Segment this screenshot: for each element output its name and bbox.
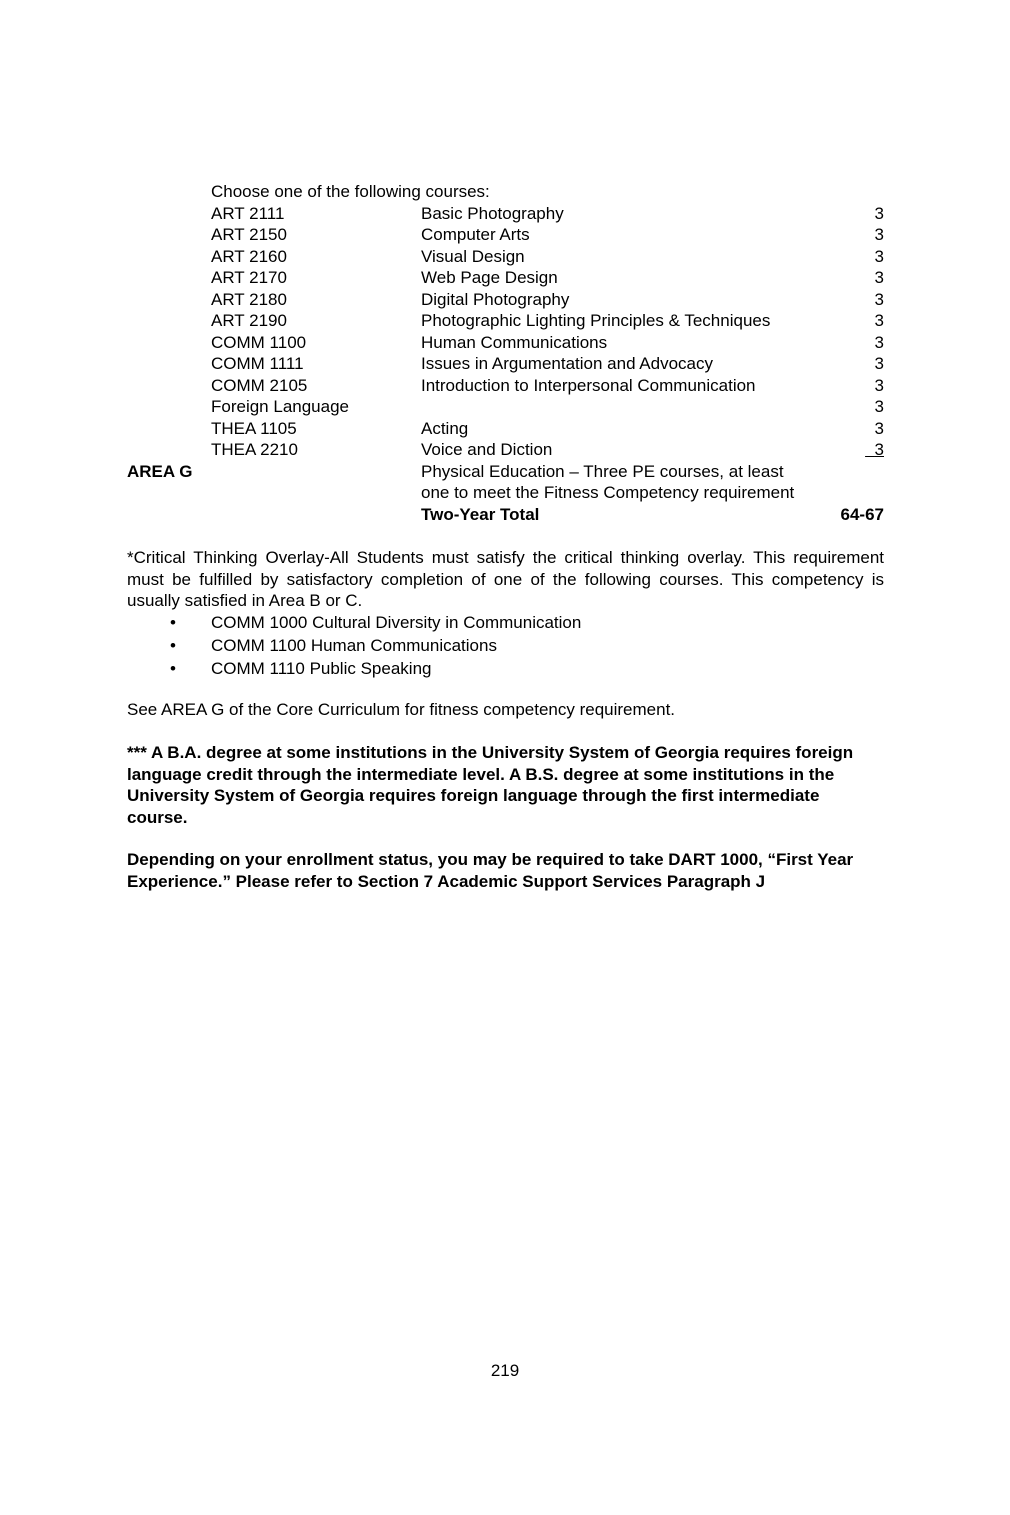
list-item [0,612,1010,634]
area-g-label: AREA G [127,462,193,481]
course-title: Introduction to Interpersonal Communication [421,376,756,395]
course-code: ART 2190 [211,311,287,330]
course-title: Computer Arts [421,225,530,244]
course-code: THEA 2210 [211,440,298,459]
course-code: Foreign Language [211,397,350,416]
course-row [0,375,1010,396]
bullet-icon: • [170,659,176,678]
course-row [0,289,1010,310]
dart-note: Depending on your enrollment status, you may be required to take DART 1000, “First Year Experience.” Please refer to Section 7 Academic Support Services Paragraph J [127,850,854,891]
course-row [0,332,1010,353]
page-number: 219 [490,1361,520,1380]
course-row [0,310,1010,331]
course-credits: 3 [874,397,884,416]
area-g-row-2 [0,482,1010,503]
total-row [0,504,1010,525]
course-code: COMM 1111 [211,354,304,373]
see-area-g-note: See AREA G of the Core Curriculum for fitness competency requirement. [127,700,676,719]
course-row [0,353,1010,374]
course-credits: 3 [874,268,884,287]
course-title: Basic Photography [421,204,564,223]
list-item [0,635,1010,657]
list-item-text: COMM 1110 Public Speaking [211,659,432,678]
course-title: Acting [421,419,469,438]
bullet-icon: • [170,636,176,655]
ba-degree-note: *** A B.A. degree at some institutions in the University System of Georgia requires foreign language credit through the intermediate level. A B.S. degree at some institutions in the University System of Georgia requires foreign language through the first intermediate course. [127,743,854,827]
area-g-line2: one to meet the Fitness Competency requirement [421,483,795,502]
course-credits: 3 [874,354,884,373]
course-row [0,267,1010,288]
course-code: COMM 1100 [211,333,307,352]
course-credits: 3 [874,204,884,223]
course-credits [865,439,884,460]
total-value: 64-67 [840,505,884,524]
course-code: COMM 2105 [211,376,308,395]
course-credits: 3 [874,376,884,395]
course-row [0,418,1010,439]
course-title: Web Page Design [421,268,558,287]
course-credits: 3 [874,333,884,352]
course-title: Digital Photography [421,290,570,309]
course-row [0,224,1010,245]
bullet-icon: • [170,613,176,632]
course-code: ART 2150 [211,225,287,244]
course-title: Human Communications [421,333,608,352]
course-title: Photographic Lighting Principles & Techniques [421,311,771,330]
course-credits: 3 [874,247,884,266]
total-label: Two-Year Total [421,505,540,524]
course-code: ART 2160 [211,247,287,266]
course-row [0,439,1010,460]
course-code: ART 2170 [211,268,287,287]
course-credits: 3 [874,290,884,309]
list-item-text: COMM 1100 Human Communications [211,636,497,655]
list-item [0,658,1010,680]
course-credits-value: 3 [874,440,884,459]
list-item-text: COMM 1000 Cultural Diversity in Communication [211,613,582,632]
area-g-line1: Physical Education – Three PE courses, at least [421,462,784,481]
course-intro: Choose one of the following courses: [211,182,490,201]
course-code: ART 2180 [211,290,287,309]
course-title: Visual Design [421,247,525,266]
course-row [0,396,1010,417]
course-row [0,203,1010,224]
area-g-row [0,461,1010,482]
course-row [0,246,1010,267]
course-credits: 3 [874,225,884,244]
critical-thinking-paragraph: *Critical Thinking Overlay-All Students must satisfy the critical thinking overlay. This requirement must be fulfilled by satisfactory completion of one of the following courses. This competency is usually satisfied in Area B or C. [127,548,884,610]
course-credits: 3 [874,311,884,330]
course-title: Voice and Diction [421,440,553,459]
course-credits: 3 [874,419,884,438]
course-code: THEA 1105 [211,419,297,438]
course-code: ART 2111 [211,204,285,223]
course-title: Issues in Argumentation and Advocacy [421,354,714,373]
